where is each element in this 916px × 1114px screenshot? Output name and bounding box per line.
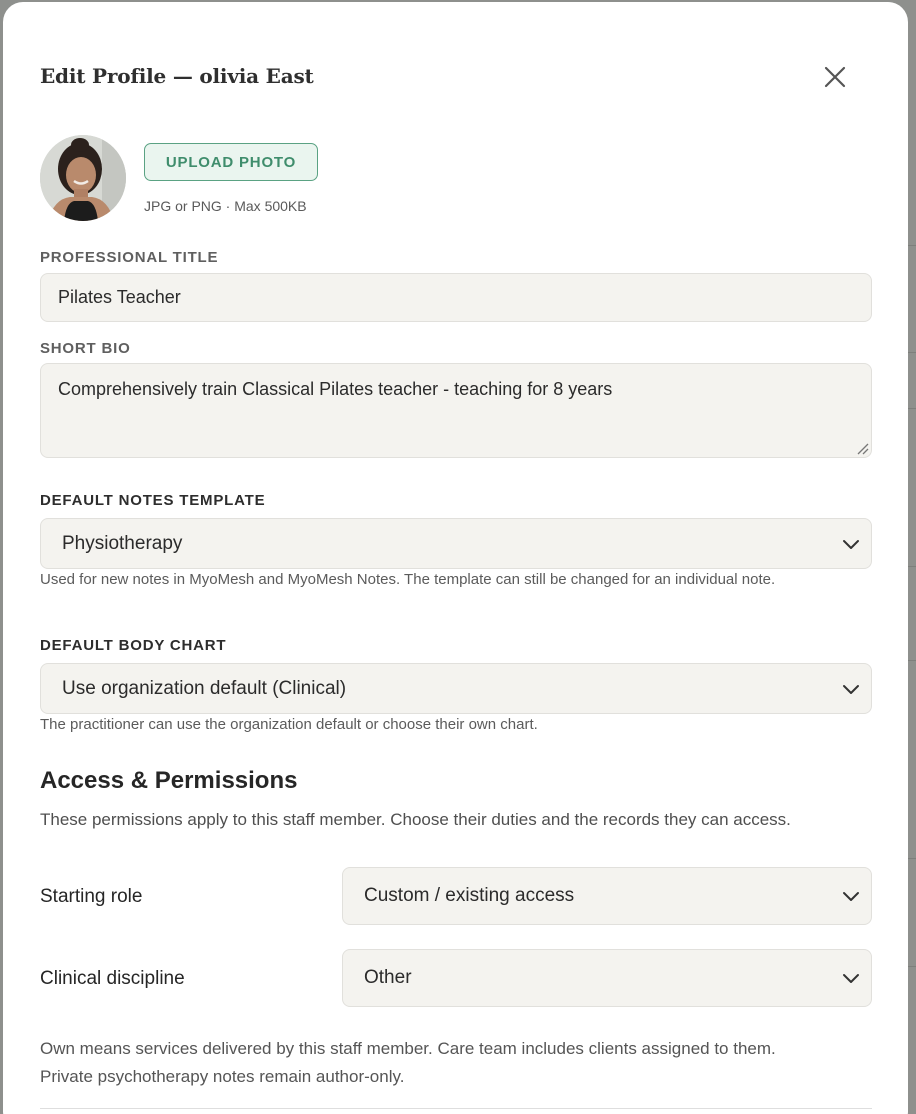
short-bio-label: SHORT BIO [40, 340, 131, 357]
short-bio-textarea[interactable] [40, 363, 872, 458]
clinical-discipline-label: Clinical discipline [40, 968, 185, 989]
clinical-discipline-value: Other [364, 967, 412, 988]
close-button[interactable] [820, 62, 850, 92]
professional-title-label: PROFESSIONAL TITLE [40, 249, 219, 266]
notes-template-value: Physiotherapy [62, 532, 183, 554]
modal-header [40, 62, 850, 92]
modal-title: Edit Profile — olivia East [40, 64, 314, 88]
avatar [40, 135, 126, 221]
starting-role-value: Custom / existing access [364, 885, 575, 906]
notes-template-label: DEFAULT NOTES TEMPLATE [40, 492, 266, 509]
access-note-line: Own means services delivered by this staff member. Care team includes clients assigned to them. [40, 1039, 776, 1058]
short-bio-text: Comprehensively train Classical Pilates teacher - teaching for 8 years [58, 379, 613, 399]
chevron-down-icon [841, 679, 861, 699]
body-chart-help: The practitioner can use the organization default or choose their own chart. [40, 716, 538, 733]
upload-photo-button[interactable]: UPLOAD PHOTO [144, 143, 318, 181]
upload-hint: JPG or PNG · Max 500KB [144, 198, 307, 214]
access-permissions-description: These permissions apply to this staff member. Choose their duties and the records they can access. [40, 810, 791, 829]
notes-template-help: Used for new notes in MyoMesh and MyoMesh Notes. The template can still be changed for an individual note. [40, 571, 776, 588]
edit-profile-modal [3, 2, 908, 1114]
resize-handle-icon[interactable] [855, 441, 869, 455]
chevron-down-icon [841, 968, 861, 988]
access-note-line: Private psychotherapy notes remain author-only. [40, 1067, 405, 1086]
clinical-discipline-select[interactable] [342, 949, 872, 1007]
professional-title-input[interactable]: Pilates Teacher [40, 273, 872, 322]
access-permissions-heading: Access & Permissions [40, 767, 298, 794]
starting-role-label: Starting role [40, 886, 143, 907]
chevron-down-icon [841, 534, 861, 554]
starting-role-select[interactable] [342, 867, 872, 925]
body-chart-value: Use organization default (Clinical) [62, 677, 347, 699]
chevron-down-icon [841, 886, 861, 906]
notes-template-select[interactable] [40, 518, 872, 569]
access-note [40, 1035, 880, 1091]
section-divider [40, 1108, 872, 1109]
body-chart-label: DEFAULT BODY CHART [40, 637, 227, 654]
close-icon [824, 66, 846, 88]
body-chart-select[interactable] [40, 663, 872, 714]
